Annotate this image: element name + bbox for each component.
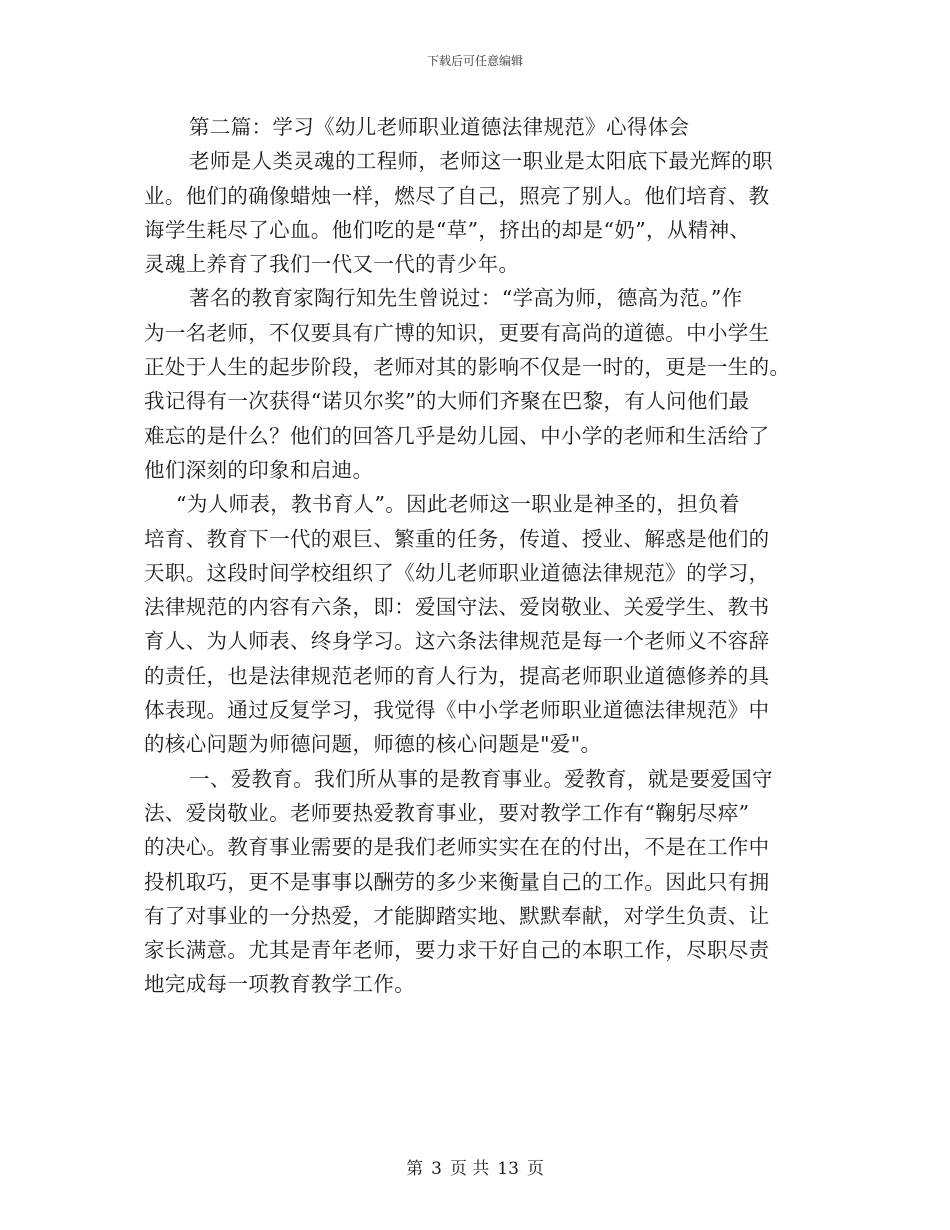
paragraph-line: 法律规范的内容有六条，即：爱国守法、爱岗敬业、关爱学生、教书 (144, 595, 770, 620)
paragraph-line: 的核心问题为师德问题，师德的核心问题是"爱"。 (144, 732, 602, 757)
paragraph-line: 地完成每一项教育教学工作。 (144, 972, 416, 997)
paragraph-line: 体表现。通过反复学习，我觉得《中小学老师职业道德法律规范》中 (144, 698, 770, 723)
header-text: 下载后可任意编辑 (426, 54, 523, 68)
paragraph-line: 的决心。教育事业需要的是我们老师实实在在的付出，不是在工作中 (144, 835, 770, 860)
page-footer (0, 1154, 950, 1179)
paragraph-line: 有了对事业的一分热爱，才能脚踏实地、默默奉献，对学生负责、让 (144, 903, 770, 928)
current-page-number: 3 (431, 1159, 442, 1179)
paragraph-line: 投机取巧，更不是事事以酬劳的多少来衡量自己的工作。因此只有拥 (144, 869, 770, 894)
paragraph-line: 家长满意。尤其是青年老师，要力求干好自己的本职工作，尽职尽责 (144, 938, 770, 963)
paragraph-line: 我记得有一次获得“诺贝尔奖”的大师们齐聚在巴黎，有人问他们最 (144, 389, 750, 414)
paragraph-line: 的责任，也是法律规范老师的育人行为，提高老师职业道德修养的具 (144, 663, 770, 688)
paragraph-line: 难忘的是什么？他们的回答几乎是幼儿园、中小学的老师和生活给了 (144, 423, 770, 448)
section-title: 第二篇：学习《幼儿老师职业道德法律规范》心得体会 (189, 115, 690, 139)
footer-prefix: 第 (406, 1159, 424, 1179)
footer-middle: 页 共 (449, 1159, 490, 1179)
paragraph-line: 法、爱岗敬业。老师要热爱教育事业，要对教学工作有“鞠躬尽瘁” (144, 800, 750, 825)
paragraph-line: 培育、教育下一代的艰巨、繁重的任务，传道、授业、解惑是他们的 (144, 526, 770, 551)
document-body (144, 110, 804, 1002)
paragraph-line: 老师是人类灵魂的工程师，老师这一职业是太阳底下最光辉的职 (189, 149, 773, 174)
page-header (0, 52, 950, 69)
paragraph-line: 他们深刻的印象和启迪。 (144, 457, 374, 482)
paragraph-line: 诲学生耗尽了心血。他们吃的是“草”，挤出的却是“奶”，从精神、 (144, 217, 751, 242)
paragraph-line: 著名的教育家陶行知先生曾说过：“学高为师，德高为范。”作 (189, 286, 743, 311)
paragraph-line: 一、爱教育。我们所从事的是教育事业。爱教育，就是要爱国守 (189, 766, 773, 791)
total-page-count: 13 (497, 1159, 519, 1179)
paragraph-line: 正处于人生的起步阶段，老师对其的影响不仅是一时的，更是一生的。 (144, 355, 791, 380)
paragraph-line: 育人、为人师表、终身学习。这六条法律规范是每一个老师义不容辞 (144, 629, 770, 654)
paragraph-line: 为一名老师，不仅要具有广博的知识，更要有高尚的道德。中小学生 (144, 320, 770, 345)
paragraph-line: 灵魂上养育了我们一代又一代的青少年。 (144, 252, 520, 277)
paragraph-line: 业。他们的确像蜡烛一样，燃尽了自己，照亮了别人。他们培育、教 (144, 183, 770, 208)
paragraph-line: 天职。这段时间学校组织了《幼儿老师职业道德法律规范》的学习， (144, 560, 770, 585)
paragraph-line: “为人师表，教书育人”。因此老师这一职业是神圣的，担负着 (176, 492, 740, 517)
footer-suffix: 页 (526, 1159, 544, 1179)
